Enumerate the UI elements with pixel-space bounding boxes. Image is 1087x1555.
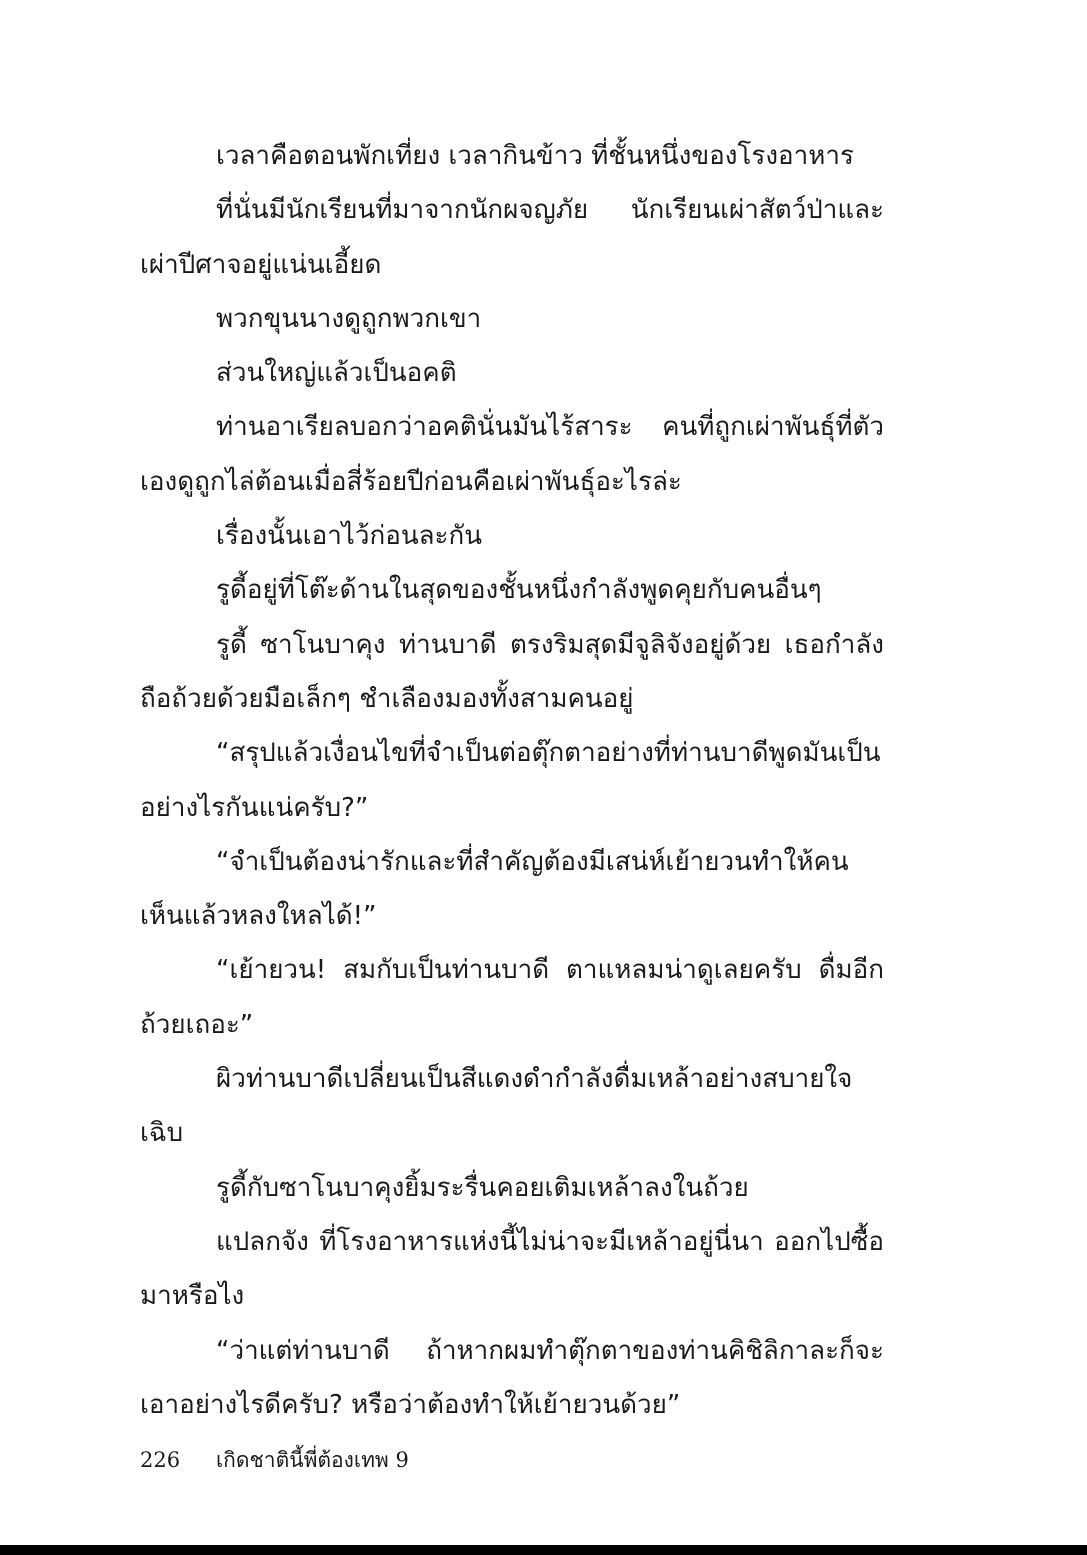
bottom-border-bar [0, 1545, 1087, 1555]
book-title: เกิดชาตินี้พี่ต้องเทพ 9 [216, 1448, 409, 1472]
paragraph: เวลาคือตอนพักเที่ยง เวลากินข้าว ที่ชั้นหนึ่งของโรงอาหาร [216, 141, 854, 171]
paragraph: “สรุปแล้วเงื่อนไขที่จำเป็นต่อตุ๊กตาอย่างที่ท่านบาดีพูดมันเป็นอย่างไรกันแน่ครับ?” [140, 738, 881, 823]
paragraph: รูดี้อยู่ที่โต๊ะด้านในสุดของชั้นหนึ่งกำลังพูดคุยกับคนอื่นๆ [216, 575, 822, 606]
page-footer [140, 1440, 409, 1480]
paragraph: พวกขุนนางดูถูกพวกเขา [216, 303, 482, 334]
paragraph: “จำเป็นต้องน่ารักและที่สำคัญต้องมีเสน่ห์เย้ายวนทำให้คนเห็นแล้วหลงใหลได้!” [140, 846, 849, 932]
paragraph: แปลกจัง ที่โรงอาหารแห่งนี้ไม่น่าจะมีเหล้าอยู่นี่นา ออกไปซื้อมาหรือไง [140, 1226, 884, 1312]
paragraph: ท่านอาเรียลบอกว่าอคตินั่นมันไร้สาระ คนที่ถูกเผ่าพันธุ์ที่ตัวเองดูถูกไล่ต้อนเมื่อสี่ร้อยปีก่อนคือเผ่าพันธุ์อะไรล่ะ [140, 412, 884, 497]
paragraph: “ว่าแต่ท่านบาดี ถ้าหากผมทำตุ๊กตาของท่านคิชิลิกาละก็จะเอาอย่างไรดีครับ? หรือว่าต้องทำให้เย้ายวนด้วย” [140, 1335, 884, 1420]
paragraph: รูดี้กับซาโนบาคุงยิ้มระรื่นคอยเติมเหล้าลงในถ้วย [216, 1172, 749, 1203]
paragraph: ส่วนใหญ่แล้วเป็นอคติ [216, 358, 457, 389]
body-text [140, 129, 884, 1432]
page-number: 226 [140, 1448, 181, 1472]
paragraph: ผิวท่านบาดีเปลี่ยนเป็นสีแดงดำกำลังดื่มเหล้าอย่างสบายใจเฉิบ [140, 1064, 853, 1149]
paragraph: ที่นั่นมีนักเรียนที่มาจากนักผจญภัย นักเรียนเผ่าสัตว์ป่าและเผ่าปีศาจอยู่แน่นเอี้ยด [140, 195, 884, 280]
paragraph: เรื่องนั้นเอาไว้ก่อนละกัน [216, 521, 483, 552]
paragraph: รูดี้ ซาโนบาคุง ท่านบาดี ตรงริมสุดมีจูลิจังอยู่ด้วย เธอกำลังถือถ้วยด้วยมือเล็กๆ ชำเลืองมองทั้งสามคนอยู่ [140, 629, 884, 714]
paragraph: “เย้ายวน! สมกับเป็นท่านบาดี ตาแหลมน่าดูเลยครับ ดื่มอีกถ้วยเถอะ” [140, 955, 884, 1040]
